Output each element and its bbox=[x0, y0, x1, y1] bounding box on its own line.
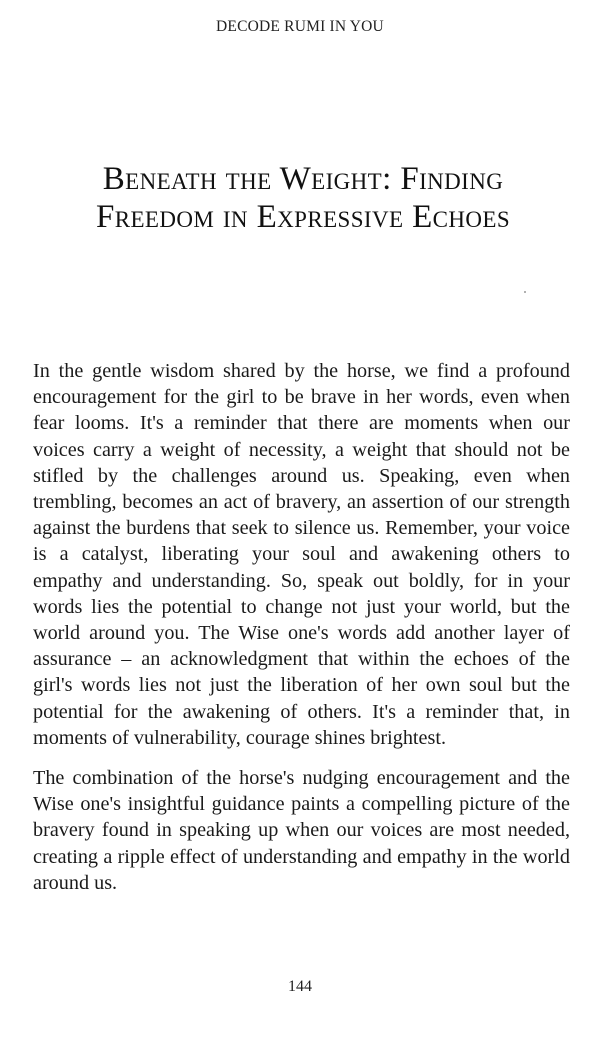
chapter-title-line-2: Freedom in Expressive Echoes bbox=[95, 199, 511, 235]
chapter-title bbox=[20, 160, 586, 236]
paragraph-1: In the gentle wisdom shared by the horse, we find a profound encouragement for the girl to be brave in her words, even when fear looms. It's a reminder that there are moments when our voices carry a weight of necessity, a weight that should not be stifled by the challenges around us. Speaking, even when trembling, becomes an act of bravery, an assertion of our strength against the burdens that seek to silence us. Remember, your voice is a catalyst, liberating your soul and awakening others to empathy and understanding. So, speak out boldly, for in your words lies the potential to change not just your world, but the world around you. The Wise one's words add another layer of assurance – an acknowledgment that within the echoes of the girl's words lies not just the liberation of her own soul but the potential for the awakening of others. It's a reminder that, in moments of vulnerability, courage shines brightest. bbox=[33, 360, 570, 749]
scan-speck bbox=[524, 291, 526, 293]
running-header: DECODE RUMI IN YOU bbox=[216, 18, 384, 35]
page-number: 144 bbox=[288, 978, 312, 995]
body-text bbox=[33, 358, 570, 910]
chapter-title-line-1: Beneath the Weight: Finding bbox=[102, 161, 504, 197]
paragraph-2: The combination of the horse's nudging encouragement and the Wise one's insightful guidance paints a compelling picture of the bravery found in speaking up when our voices are most needed, creating a ripple effect of understanding and empathy in the world around us. bbox=[33, 767, 570, 894]
